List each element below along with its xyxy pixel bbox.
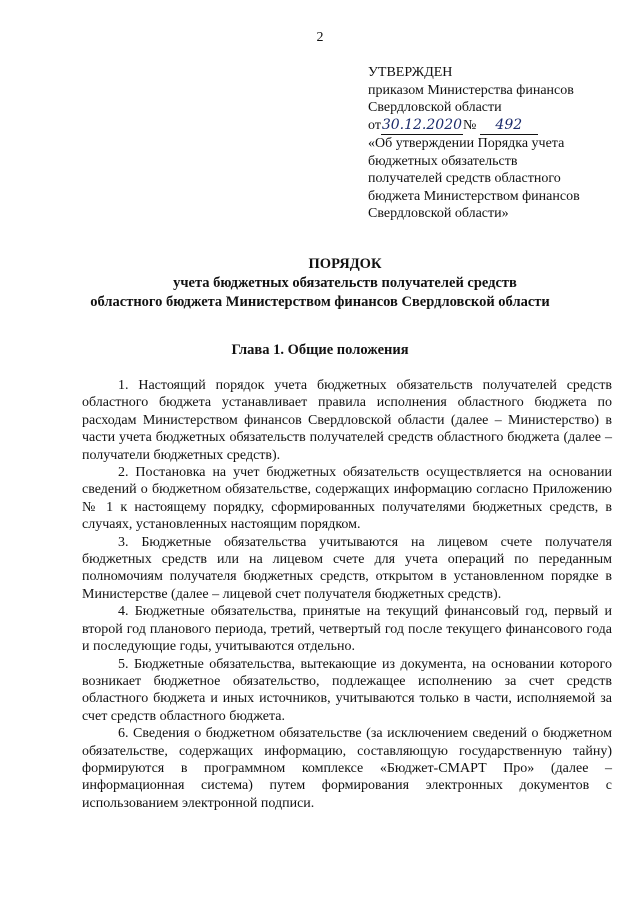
document-body — [82, 377, 612, 812]
paragraph: 4. Бюджетные обязательства, принятые на текущий финансовый год, первый и второй год планового периода, третий, четвертый год после текущего финансового года и последующие годы, учитываются отдельно. — [82, 604, 612, 655]
chapter-title: Глава 1. Общие положения — [231, 342, 409, 358]
handwritten-number: 492 — [480, 117, 538, 136]
page-number: 2 — [316, 30, 324, 45]
order-title-line: «Об утверждении Порядка учета — [368, 136, 565, 151]
title-heading: ПОРЯДОК — [308, 256, 382, 272]
paragraph: 2. Постановка на учет бюджетных обязательств осуществляется на основании сведений о бюджетном обязательстве, содержащих информацию согласно Приложению № 1 к настоящему порядку, сформированных получателями бюджетных средств, в случаях, установленных настоящим порядком. — [82, 465, 612, 533]
order-title-line: бюджета Министерством финансов — [368, 188, 580, 204]
order-title-line: Свердловской области» — [368, 206, 509, 221]
paragraph: 1. Настоящий порядок учета бюджетных обязательств получателей средств областного бюджета устанавливает правила исполнения областного бюджета по расходам Министерством финансов Свердловской области (далее – Министерство) в части учета бюджетных обязательств получателей средств областного бюджета (далее – получатели бюджетных средств). — [82, 378, 612, 463]
number-prefix: № — [462, 117, 477, 133]
approval-heading: УТВЕРЖДЕН — [368, 65, 453, 80]
approval-stamp — [368, 64, 618, 223]
title-subline: областного бюджета Министерством финансов Свердловской области — [90, 294, 550, 310]
date-prefix: от — [368, 117, 381, 133]
document-title — [0, 255, 640, 312]
title-subline: учета бюджетных обязательств получателей средств — [173, 275, 517, 291]
approval-line: приказом Министерства финансов — [368, 82, 574, 98]
order-title-line: бюджетных обязательств — [368, 153, 518, 169]
approval-date-line — [368, 117, 618, 136]
order-title-line: получателей средств областного — [368, 171, 561, 186]
paragraph: 6. Сведения о бюджетном обязательстве (за исключением сведений о бюджетном обязательстве, содержащих информацию, составляющую государственную тайну) формируются в программном комплексе «Бюджет-СМАРТ Про» (далее – информационная система) путем формирования электронных документов с использованием электронной подписи. — [82, 726, 612, 811]
approval-line: Свердловской области — [368, 100, 502, 115]
paragraph: 5. Бюджетные обязательства, вытекающие из документа, на основании которого возникает бюджетное обязательство, подлежащее исполнению за счет средств областного бюджета и иных источников, учитываются только в части, исполняемой за счет средств областного бюджета. — [82, 656, 612, 724]
paragraph: 3. Бюджетные обязательства учитываются на лицевом счете получателя бюджетных средств или на лицевом счете для учета операций по переданным полномочиям получателя бюджетных средств, открытом в установленном порядке в Министерстве (далее – лицевой счет получателя бюджетных средств). — [82, 534, 612, 602]
handwritten-date: 30.12.2020 — [381, 117, 463, 136]
